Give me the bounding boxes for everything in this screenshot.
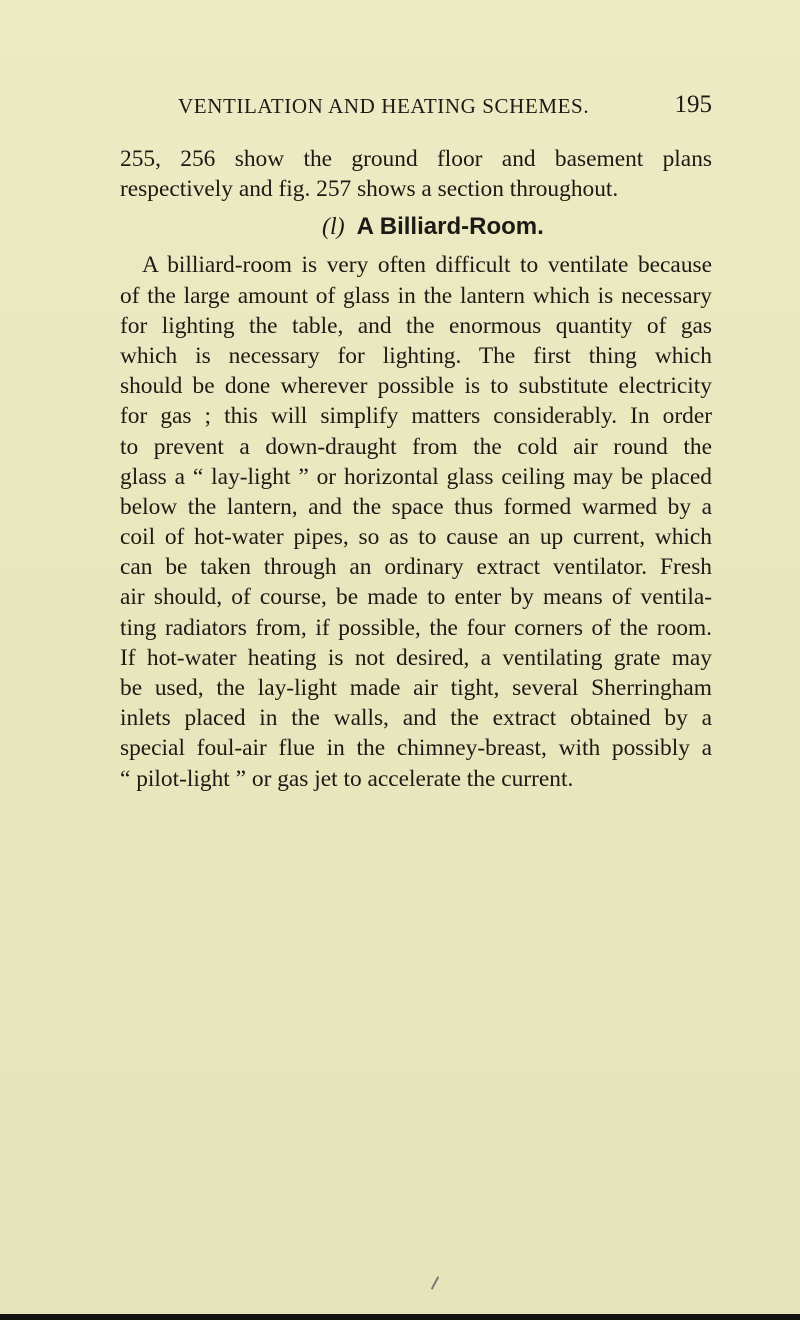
paragraph-line: for lighting the table, and the enormous quantity of gas	[120, 312, 712, 339]
section-label: (l)	[322, 214, 345, 241]
intro-line: respectively and fig. 257 shows a section throughout.	[120, 176, 619, 203]
section-heading	[120, 208, 712, 250]
paragraph-line: glass a “ lay-light ” or horizontal glass ceiling may be placed	[120, 463, 712, 490]
running-head	[120, 91, 712, 124]
paragraph-line: can be taken through an ordinary extract ventilator. Fresh	[120, 554, 712, 581]
paragraph-line: below the lantern, and the space thus formed warmed by a	[120, 493, 712, 520]
stray-pen-mark	[431, 1276, 439, 1289]
intro-line: 255, 256 show the ground floor and basement plans	[120, 146, 712, 172]
paragraph-line: coil of hot-water pipes, so as to cause an up current, which	[120, 524, 712, 551]
paragraph-line: If hot-water heating is not desired, a ventilating grate may	[120, 644, 712, 671]
paragraph-line: be used, the lay-light made air tight, several Sherringham	[120, 675, 712, 701]
paragraph-line: ting radiators from, if possible, the four corners of the room.	[120, 614, 712, 641]
paragraph-line: to prevent a down-draught from the cold air round the	[120, 433, 712, 460]
paragraph-line: A billiard-room is very often difficult to ventilate because	[142, 252, 712, 279]
paragraph-line: should be done wherever possible is to substitute electricity	[120, 373, 712, 400]
paragraph-line: of the large amount of glass in the lantern which is necessary	[120, 282, 712, 309]
paragraph-line: “ pilot-light ” or gas jet to accelerate the current.	[120, 765, 574, 792]
paragraph-line: special foul-air flue in the chimney-breast, with possibly a	[120, 735, 712, 762]
section-title: A Billiard-Room.	[356, 213, 544, 241]
page-number: 195	[674, 91, 712, 118]
body-text	[120, 144, 712, 794]
running-title: VENTILATION AND HEATING SCHEMES.	[178, 94, 590, 118]
paragraph-line: for gas ; this will simplify matters considerably. In order	[120, 403, 712, 430]
paragraph-line: which is necessary for lighting. The first thing which	[120, 342, 712, 369]
paragraph-line: inlets placed in the walls, and the extract obtained by a	[120, 705, 712, 732]
paragraph-line: air should, of course, be made to enter by means of ventila-	[120, 584, 712, 611]
page-bottom-edge	[0, 1314, 800, 1320]
